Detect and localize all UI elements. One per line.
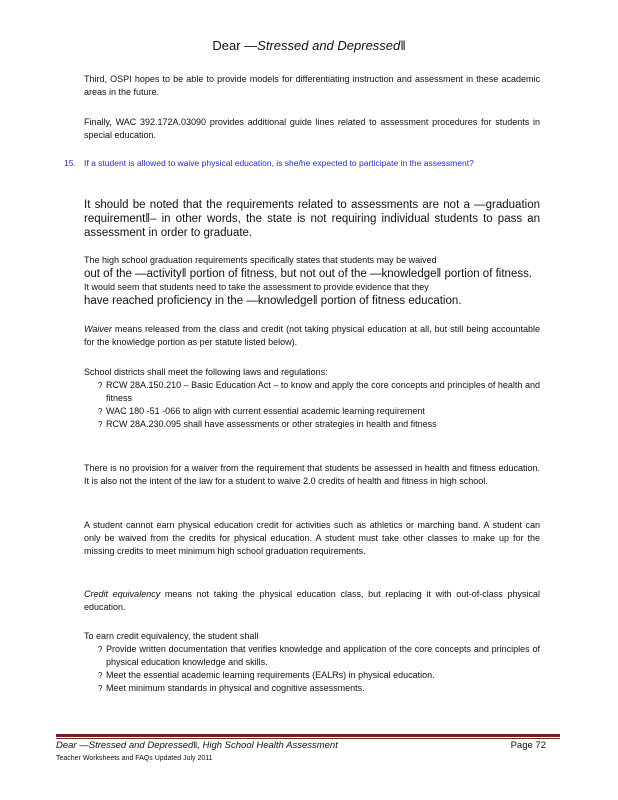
page-number: Page 72 (510, 740, 546, 751)
waiver-term: Waiver (84, 324, 112, 334)
list-item: ? Provide written documentation that verifies knowledge and application of the core concepts and principles of physical education knowledge and skills. (98, 644, 540, 667)
list-item: ? Meet minimum standards in physical and cognitive assessments. (98, 683, 365, 693)
paragraph-noted: It should be noted that the requirements related to assessments are not a —graduation requirement‖– in other words, the state is not requiring individual students to pass an assessment in order to graduate. (84, 199, 540, 239)
list-item: ? WAC 180 -51 -066 to align with current essential academic learning requirement (98, 406, 425, 416)
footer-title: Dear —Stressed and Depressed‖, High School Health Assessment (56, 740, 338, 751)
credit-equivalency-term: Credit equivalency (84, 589, 161, 599)
equivalency-intro: To earn credit equivalency, the student shall (84, 631, 259, 641)
list-item: ? RCW 28A.230.095 shall have assessments or other strategies in health and fitness (98, 419, 437, 429)
header-title: —Stressed and Depressed‖ (244, 38, 406, 53)
footer-subtitle: Teacher Worksheets and FAQs Updated July 2011 (56, 755, 213, 762)
laws-list (84, 379, 540, 431)
paragraph-no-credit: A student cannot earn physical education credit for activities such as athletics or marching band. A student can only be waived from the credits for physical education. A student must take other classes to make up for the missing credits to meet minimum high school graduation requirements. (84, 520, 540, 556)
equivalency-list (84, 643, 540, 695)
footer-rule-thin (56, 738, 560, 739)
paragraph-third: Third, OSPI hopes to be able to provide models for differentiating instruction and assessment in these academic areas in the future. (84, 74, 540, 97)
graduation-line-3: It would seem that students need to take the assessment to provide evidence that they (84, 282, 429, 292)
laws-section (84, 366, 540, 431)
list-item: ? RCW 28A.150.210 – Basic Education Act – to know and apply the core concepts and principles of health and fitness (98, 380, 540, 403)
list-item: ? Meet the essential academic learning requirements (EALRs) in physical education. (98, 670, 435, 680)
credit-equivalency-definition: means not taking the physical education class, but replacing it with out-of-class physical education. (84, 589, 540, 612)
question-text: If a student is allowed to waive physical education, is she/he expected to participate in the assessment? (84, 158, 474, 168)
graduation-line-2: out of the —activity‖ portion of fitness, but not out of the —knowledge‖ portion of fitness. (84, 268, 533, 280)
question-number: 15. (64, 158, 76, 168)
waiver-definition: means released from the class and credit (not taking physical education at all, but still being accountable for the knowledge portion as per statute listed below). (84, 324, 540, 347)
paragraph-finally: Finally, WAC 392.172A.03090 provides additional guide lines related to assessment procedures for students in special education. (84, 117, 540, 140)
paragraph-waiver (84, 323, 540, 349)
paragraph-credit-equivalency (84, 588, 540, 614)
header-dear: Dear (212, 38, 241, 53)
page-header (0, 38, 618, 53)
graduation-line-1: The high school graduation requirements specifically states that students may be waived (84, 255, 437, 265)
equivalency-section (84, 630, 540, 695)
paragraph-graduation (84, 254, 540, 308)
footer-rule-thick (56, 734, 560, 737)
paragraph-no-provision: There is no provision for a waiver from the requirement that students be assessed in health and fitness education. It is also not the intent of the law for a student to waive 2.0 credits of health and fitness in high school. (84, 463, 540, 486)
laws-intro: School districts shall meet the following laws and regulations: (84, 367, 328, 377)
graduation-line-4: have reached proficiency in the —knowledge‖ portion of fitness education. (84, 295, 462, 307)
